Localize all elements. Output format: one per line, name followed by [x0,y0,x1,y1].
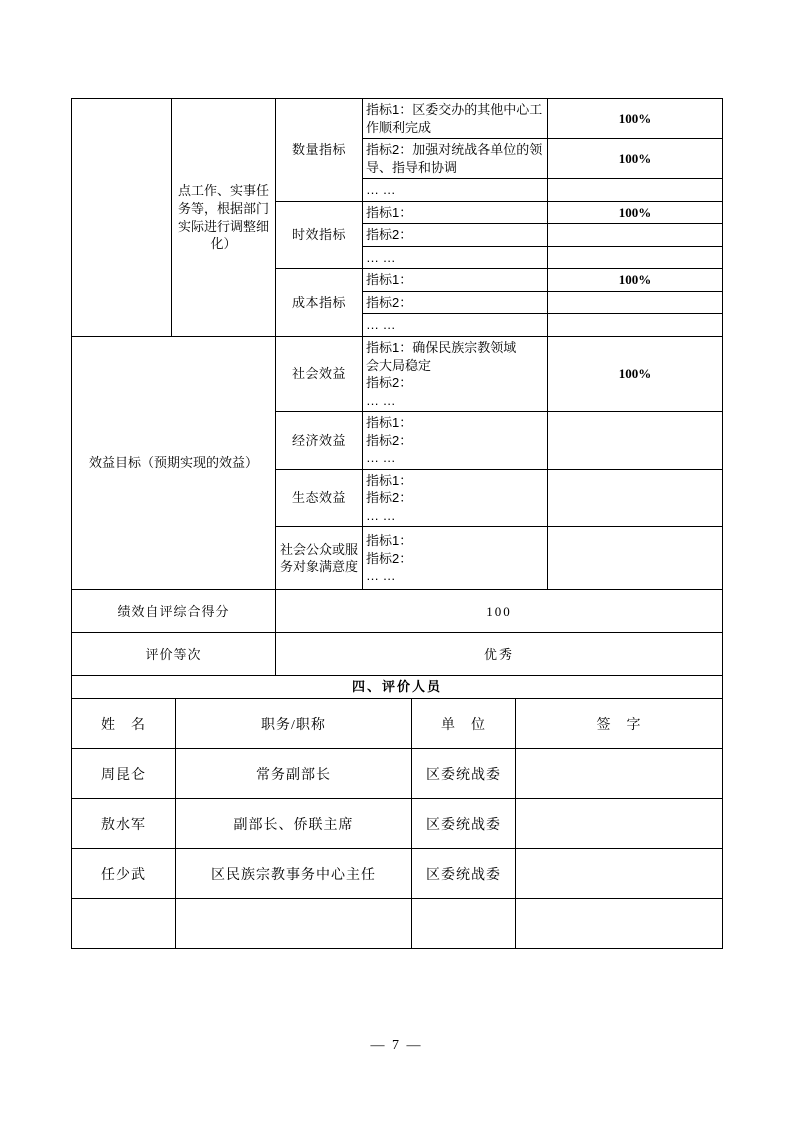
indicator-value [548,469,723,527]
table-row [72,337,723,412]
indicator-value: 100% [548,99,723,139]
evaluator-signature[interactable] [516,799,723,849]
table-row [72,633,723,676]
evaluation-grade-label: 评价等次 [72,633,276,676]
evaluation-grade-value: 优秀 [276,633,723,676]
column-header-position: 职务/职称 [176,699,412,749]
indicator-text: 会大局稳定 [366,357,432,373]
self-eval-score-value: 100 [276,590,723,633]
indicator-group-ecological [363,469,548,527]
indicator-text: 指标1： [366,415,413,431]
evaluator-name: 敖水军 [72,799,176,849]
table-row [72,99,723,139]
indicator-text: 指标2： [366,550,413,566]
benefit-target-label: 效益目标（预期实现的效益） [72,337,276,590]
output-target-label: 点工作、实事任务等，根据部门实际进行调整细化） [172,99,276,337]
indicator-text: 指标2： [366,432,413,448]
category-label-quantity: 数量指标 [276,99,363,202]
category-label-satisfaction: 社会公众或服务对象满意度 [276,527,363,590]
evaluator-unit: 区委统战委 [412,799,516,849]
indicator-text: … … [363,246,548,269]
indicator-text: … … [366,507,396,523]
evaluator-unit [412,899,516,949]
column-header-unit: 单 位 [412,699,516,749]
indicator-value [548,224,723,247]
evaluator-signature[interactable] [516,849,723,899]
table-header-row [72,699,723,749]
indicator-group-satisfaction [363,527,548,590]
evaluator-unit: 区委统战委 [412,849,516,899]
table-row [72,749,723,799]
indicator-value [548,314,723,337]
performance-indicator-table [71,98,723,699]
indicator-text: 指标2： [366,490,413,506]
evaluators-table [71,698,723,949]
page-number: — 7 — [370,1038,423,1053]
evaluator-name: 任少武 [72,849,176,899]
indicator-text: … … [366,392,396,408]
performance-evaluation-sheet [71,98,722,949]
evaluator-name: 周昆仑 [72,749,176,799]
indicator-text: … … [366,450,396,466]
section-title-evaluators: 四、评价人员 [72,676,723,699]
category-label-social-benefit: 社会效益 [276,337,363,412]
indicator-text: 指标1： [366,533,413,549]
table-row [72,849,723,899]
indicator-value: 100% [548,201,723,224]
indicator-text: 指标1： [363,269,548,292]
evaluator-position [176,899,412,949]
category-label-timeliness: 时效指标 [276,201,363,269]
indicator-text: 指标1： [363,201,548,224]
indicator-text: 指标1： [366,472,413,488]
indicator-group-social [363,337,548,412]
indicator-value [548,246,723,269]
category-label-ecological-benefit: 生态效益 [276,469,363,527]
indicator-text: 指标2： [366,375,413,391]
evaluator-unit: 区委统战委 [412,749,516,799]
indicator-value [548,291,723,314]
table-row [72,799,723,849]
table-row [72,590,723,633]
indicator-text: 指标1：确保民族宗教领域 [366,340,517,356]
indicator-value: 100% [548,139,723,179]
indicator-value: 100% [548,269,723,292]
indicator-text: … … [366,568,396,584]
indicator-text: 指标1：区委交办的其他中心工作顺利完成 [363,99,548,139]
indicator-value: 100% [548,337,723,412]
column-header-name: 姓 名 [72,699,176,749]
indicator-value [548,527,723,590]
indicator-text: 指标2： [363,224,548,247]
category-label-cost: 成本指标 [276,269,363,337]
evaluator-position: 区民族宗教事务中心主任 [176,849,412,899]
evaluator-signature[interactable] [516,899,723,949]
indicator-group-economic [363,412,548,470]
indicator-text: … … [363,314,548,337]
table-row [72,899,723,949]
indicator-value [548,412,723,470]
indicator-text: 指标2：加强对统战各单位的领导、指导和协调 [363,139,548,179]
self-eval-score-label: 绩效自评综合得分 [72,590,276,633]
indicator-value [548,179,723,202]
evaluator-name [72,899,176,949]
table-row [72,676,723,699]
indicator-text: … … [363,179,548,202]
evaluator-position: 副部长、侨联主席 [176,799,412,849]
evaluator-position: 常务副部长 [176,749,412,799]
column-header-signature: 签 字 [516,699,723,749]
category-label-economic-benefit: 经济效益 [276,412,363,470]
evaluator-signature[interactable] [516,749,723,799]
indicator-text: 指标2： [363,291,548,314]
